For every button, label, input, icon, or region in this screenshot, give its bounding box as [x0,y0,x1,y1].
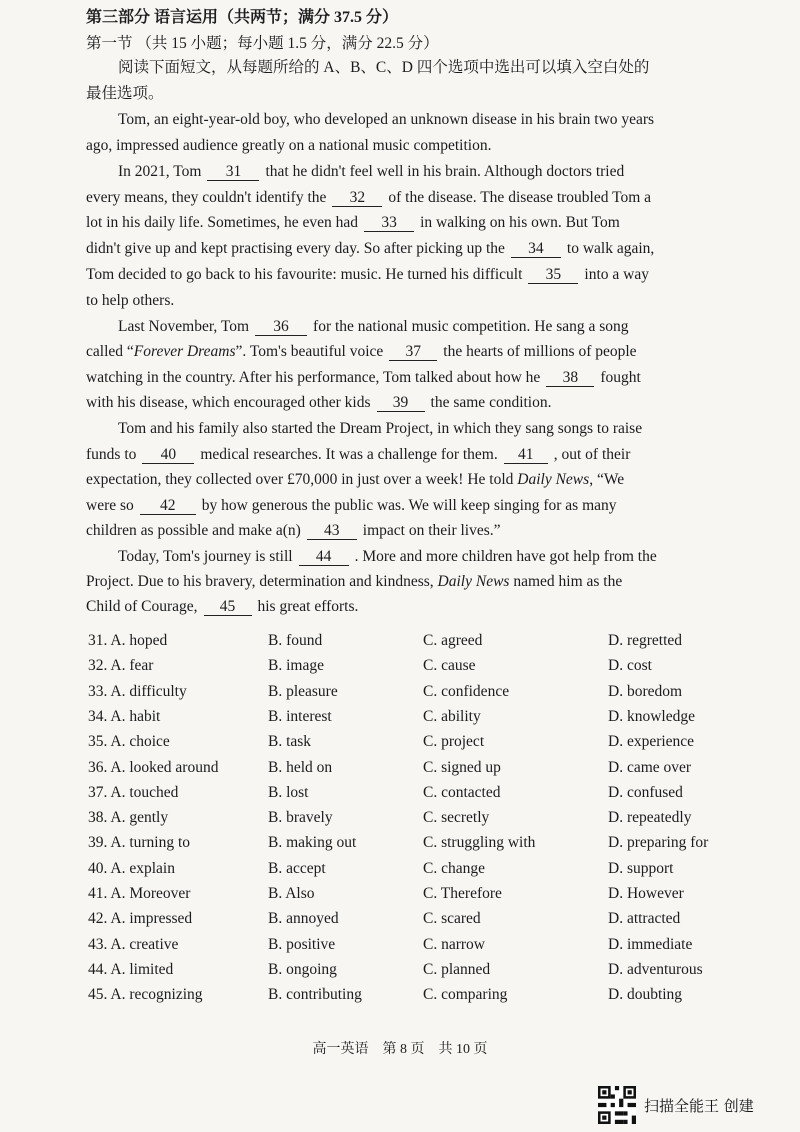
option-45-b: B. contributing [268,986,362,1004]
option-43-c: C. narrow [423,935,485,953]
text: . More and more children have got help from the [354,548,657,565]
text: fought [600,369,641,386]
text: into a way [584,266,649,283]
newspaper-name: Daily News [437,573,510,590]
blank-32: 32 [332,189,382,207]
text: Child of Courage, [86,598,198,615]
option-31-b: B. found [268,632,323,649]
text: Project. Due to his bravery, determination and kindness, [86,573,434,590]
passage-line [118,317,629,337]
option-36-c: C. signed up [423,758,501,776]
blank-39: 39 [377,394,425,412]
text: In 2021, Tom [118,163,202,180]
option-35-d: D. experience [608,733,695,751]
option-38-b: B. bravely [268,809,333,827]
option-40-b: B. accept [268,859,326,877]
text: that he didn't feel well in his brain. Although doctors tried [265,163,625,180]
passage-line: ago, impressed audience greatly on a national music competition. [86,137,492,154]
page-footer: 高一英语 第 8 页 共 10 页 [312,1042,488,1057]
passage-line [118,162,624,182]
option-39-c: C. struggling with [423,834,536,852]
option-36-d: D. came over [608,758,692,776]
passage-line [86,470,624,490]
option-43-a: 43. A. creative [88,935,179,953]
text: to walk again, [566,240,655,257]
passage-line: Tom and his family also started the Dream Project, in which they sang songs to raise [118,420,643,437]
option-38-c: C. secretly [423,809,490,827]
text: for the national music competition. He sang a song [313,318,629,335]
text: , out of their [553,446,631,463]
blank-40: 40 [142,446,194,464]
text: children as possible and make a(n) [86,522,301,539]
option-32-a: 32. A. fear [88,657,154,675]
option-35-b: B. task [268,733,312,751]
passage-line [86,597,358,617]
scanner-watermark [598,1086,754,1124]
option-40-a: 40. A. explain [88,859,175,877]
option-33-d: D. boredom [608,682,683,700]
text: his great efforts. [257,598,359,615]
blank-35: 35 [528,266,578,284]
option-42-c: C. scared [423,910,481,928]
song-title: Forever Dreams [133,343,236,360]
option-41-d: D. However [608,885,684,902]
option-32-b: B. image [268,657,324,675]
option-34-c: C. ability [423,707,481,725]
blank-42: 42 [140,497,196,515]
option-40-d: D. support [608,859,674,877]
option-31-c: C. agreed [423,632,483,649]
option-39-b: B. making out [268,834,357,852]
option-43-d: D. immediate [608,935,693,953]
blank-31: 31 [207,163,259,181]
passage-line [86,368,641,388]
option-40-c: C. change [423,859,485,877]
blank-45: 45 [204,598,252,616]
passage-line [86,445,630,465]
blank-33: 33 [364,214,414,232]
passage-line [86,265,649,285]
option-33-a: 33. A. difficulty [88,682,187,700]
part-heading: 第三部分 语言运用（共两节；满分 37.5 分） [86,9,399,26]
blank-36: 36 [255,318,307,336]
option-44-d: D. adventurous [608,960,703,978]
option-43-b: B. positive [268,935,336,953]
passage-line: to help others. [86,292,175,309]
option-36-b: B. held on [268,758,333,776]
blank-34: 34 [511,240,561,258]
passage-line [118,547,657,567]
option-38-a: 38. A. gently [88,809,169,827]
option-32-c: C. cause [423,657,476,675]
option-35-c: C. project [423,733,485,751]
option-36-a: 36. A. looked around [88,758,219,776]
blank-38: 38 [546,369,594,387]
option-42-a: 42. A. impressed [88,910,193,928]
option-37-c: C. contacted [423,783,501,801]
option-35-a: 35. A. choice [88,733,170,751]
option-31-a: 31. A. hoped [88,632,168,649]
text: of the disease. The disease troubled Tom a [388,189,652,206]
text: Last November, Tom [118,318,250,335]
passage-line [86,213,620,233]
passage-line [86,342,637,362]
option-34-a: 34. A. habit [88,707,161,725]
passage-line [86,521,501,541]
text: funds to [86,446,137,463]
option-41-a: 41. A. Moreover [88,885,191,902]
text: the same condition. [430,394,552,411]
blank-37: 37 [389,343,437,361]
option-39-d: D. preparing for [608,834,709,852]
option-42-b: B. annoyed [268,910,339,928]
option-44-b: B. ongoing [268,960,337,978]
passage-line [86,496,617,516]
text: Tom decided to go back to his favourite: music. He turned his difficult [86,266,523,283]
passage-line [86,188,651,208]
text: in walking on his own. But Tom [420,214,620,231]
instruction-line-1: 阅读下面短文，从每题所给的 A、B、C、D 四个选项中选出可以填入空白处的 [118,59,650,76]
qr-code-icon [598,1086,636,1124]
text: were so [86,497,134,514]
text: didn't give up and kept practising every day. So after picking up the [86,240,505,257]
option-33-c: C. confidence [423,682,510,700]
passage-line: Tom, an eight-year-old boy, who developed an unknown disease in his brain two years [118,111,655,128]
blank-43: 43 [307,522,357,540]
option-39-a: 39. A. turning to [88,834,191,852]
text: every means, they couldn't identify the [86,189,327,206]
text: impact on their lives.” [362,522,501,539]
text: called “ [86,343,134,360]
text: the hearts of millions of people [443,343,637,360]
option-44-a: 44. A. limited [88,960,174,978]
instruction-line-2: 最佳选项。 [86,85,164,102]
option-34-d: D. knowledge [608,707,695,725]
text: named him as the [513,573,623,590]
section-heading: 第一节 （共 15 小题；每小题 1.5 分，满分 22.5 分） [86,35,439,52]
option-45-d: D. doubting [608,986,683,1004]
option-37-b: B. lost [268,783,309,801]
option-45-a: 45. A. recognizing [88,986,203,1004]
watermark-label: 扫描全能王 创建 [644,1096,754,1115]
text: medical researches. It was a challenge for them. [200,446,498,463]
text: with his disease, which encouraged other kids [86,394,371,411]
option-42-d: D. attracted [608,910,681,928]
blank-41: 41 [504,446,548,464]
text: lot in his daily life. Sometimes, he even had [86,214,359,231]
blank-44: 44 [299,548,349,566]
passage-line [86,239,654,259]
passage-line [86,572,622,592]
option-37-a: 37. A. touched [88,783,179,801]
text: Today, Tom's journey is still [118,548,293,565]
option-33-b: B. pleasure [268,682,338,700]
text: expectation, they collected over £70,000 in just over a week! He told [86,471,514,488]
option-37-d: D. confused [608,783,683,801]
passage-line [86,393,552,413]
text: , “We [589,471,625,488]
option-44-c: C. planned [423,960,491,978]
option-41-b: B. Also [268,885,315,902]
newspaper-name: Daily News [517,471,590,488]
text: watching in the country. After his performance, Tom talked about how he [86,369,541,386]
option-41-c: C. Therefore [423,885,502,902]
option-32-d: D. cost [608,657,652,675]
option-31-d: D. regretted [608,632,683,649]
text: by how generous the public was. We will keep singing for as many [201,497,617,514]
option-34-b: B. interest [268,707,332,725]
option-38-d: D. repeatedly [608,809,692,827]
option-45-c: C. comparing [423,986,508,1004]
text: ”. Tom's beautiful voice [235,343,384,360]
